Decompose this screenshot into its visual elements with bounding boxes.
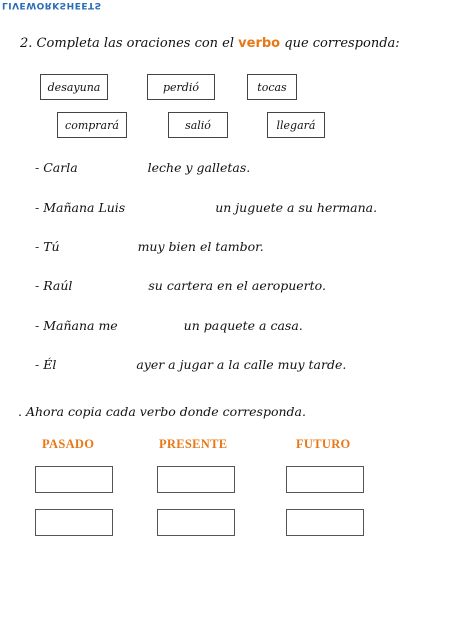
answer-text	[158, 510, 234, 535]
sentence-4	[35, 278, 326, 293]
word-chip-label: perdió	[163, 80, 199, 94]
instruction-highlight: verbo	[238, 36, 281, 51]
column-header-presente: PRESENTE	[159, 437, 228, 451]
word-chip-label: tocas	[257, 80, 287, 94]
word-chip-tocas[interactable]	[247, 74, 297, 100]
sentence-rest: leche y galletas.	[147, 160, 251, 175]
word-chip-label: salió	[185, 118, 211, 132]
answer-box-presente-2[interactable]	[157, 509, 235, 536]
sentence-1	[35, 160, 250, 175]
sentence-rest: su cartera en el aeropuerto.	[148, 278, 326, 293]
bullet-dash: -	[35, 239, 40, 254]
answer-box-futuro-1[interactable]	[286, 466, 364, 493]
bullet-dash: -	[35, 318, 40, 333]
sentence-subject: Mañana Luis	[43, 200, 126, 215]
bullet-dash: -	[35, 200, 40, 215]
answer-text	[36, 467, 112, 492]
bullet-dash: -	[35, 357, 40, 372]
answer-box-presente-1[interactable]	[157, 466, 235, 493]
sentence-subject: Tú	[43, 239, 60, 254]
answer-text	[287, 467, 363, 492]
sentence-subject: Raúl	[43, 278, 73, 293]
word-chip-label: llegará	[276, 118, 316, 132]
instruction-text-after: que corresponda:	[280, 36, 400, 51]
word-chip-label: comprará	[65, 118, 119, 132]
liveworksheets-logo: LIVEWORKSHEETS	[2, 0, 102, 10]
sentence-6	[35, 357, 346, 372]
answer-box-pasado-1[interactable]	[35, 466, 113, 493]
exercise-3-instruction: . Ahora copia cada verbo donde corresponda.	[18, 404, 306, 419]
sentence-subject: Carla	[43, 160, 78, 175]
sentence-rest: un juguete a su hermana.	[215, 200, 378, 215]
sentence-3	[35, 239, 264, 254]
answer-box-futuro-2[interactable]	[286, 509, 364, 536]
sentence-rest: un paquete a casa.	[183, 318, 303, 333]
sentence-rest: ayer a jugar a la calle muy tarde.	[136, 357, 347, 372]
answer-box-pasado-2[interactable]	[35, 509, 113, 536]
column-header-futuro: FUTURO	[296, 437, 351, 451]
word-chip-perdio[interactable]	[147, 74, 215, 100]
exercise-2-instruction	[20, 36, 400, 51]
column-header-pasado: PASADO	[42, 437, 95, 451]
bullet-dash: -	[35, 160, 40, 175]
word-chip-label: desayuna	[47, 80, 101, 94]
instruction-text-before: Completa las oraciones con el	[36, 36, 239, 51]
exercise-number: 2.	[20, 36, 33, 51]
sentence-subject: Él	[43, 357, 57, 372]
answer-text	[36, 510, 112, 535]
word-chip-desayuna[interactable]	[40, 74, 108, 100]
sentence-subject: Mañana me	[43, 318, 118, 333]
word-chip-llegara[interactable]	[267, 112, 325, 138]
answer-text	[158, 467, 234, 492]
word-chip-comprara[interactable]	[57, 112, 127, 138]
sentence-rest: muy bien el tambor.	[137, 239, 264, 254]
word-chip-salio[interactable]	[168, 112, 228, 138]
sentence-5	[35, 318, 303, 333]
bullet-dash: -	[35, 278, 40, 293]
answer-text	[287, 510, 363, 535]
sentence-2	[35, 200, 377, 215]
